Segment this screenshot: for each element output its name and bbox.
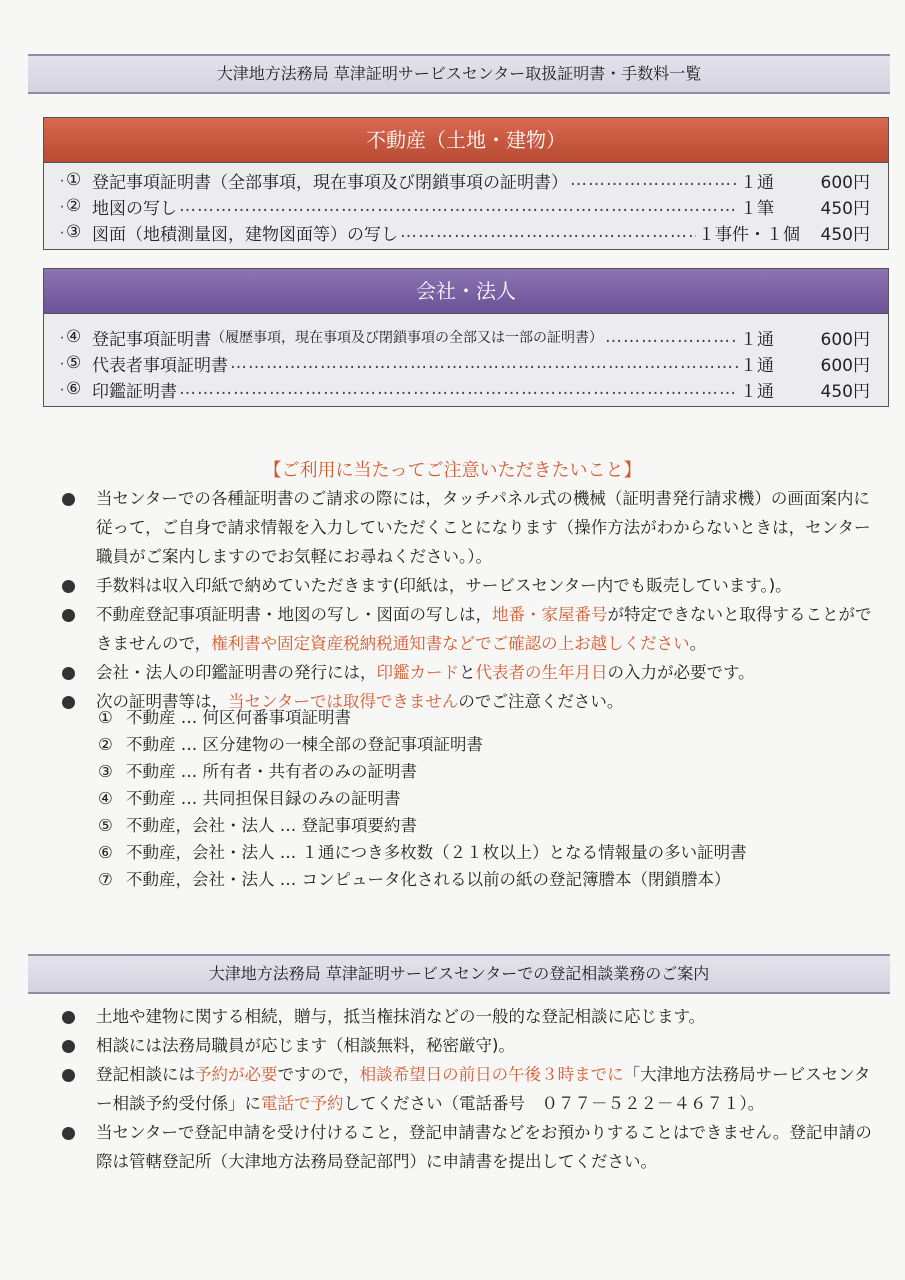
company-section [43, 268, 889, 407]
fee-list-title: 大津地方法務局 草津証明サービスセンター取扱証明書・手数料一覧 [28, 54, 890, 94]
unavailable-list [98, 704, 747, 893]
list-item: ② 不動産 … 区分建物の一棟全部の登記事項証明書 [98, 735, 483, 754]
real-estate-section [43, 117, 889, 250]
consult-item: 相談には法務局職員が応じます（相談無料，秘密厳守)。 [62, 1031, 882, 1060]
bullet-icon [62, 609, 75, 622]
notice-item: 手数料は収入印紙で納めていただきます(印紙は，サービスセンター内でも販売しています。)。 [62, 571, 882, 600]
fee-row: ・ ① 登記事項証明書（全部事項，現在事項及び閉鎖事項の証明書） …………………………………………………………………………………………………… １通 600円 [56, 167, 870, 193]
consult-item: 登記相談には予約が必要ですので，相談希望日の前日の午後３時までに「大津地方法務局サービスセンター相談予約受付係」に電話で予約してください（電話番号 ０７７－５２２－４６７１）。 [62, 1060, 882, 1118]
consult-title: 大津地方法務局 草津証明サービスセンターでの登記相談業務のご案内 [28, 954, 890, 994]
bullet-icon [62, 696, 75, 709]
notice-item: 会社・法人の印鑑証明書の発行には，印鑑カードと代表者の生年月日の入力が必要です。 [62, 658, 882, 687]
list-item: ⑤ 不動産，会社・法人 … 登記事項要約書 [98, 816, 417, 835]
consult-item: 土地や建物に関する相続，贈与，抵当権抹消などの一般的な登記相談に応じます。 [62, 1002, 882, 1031]
notice-list [62, 484, 882, 716]
list-item: ③ 不動産 … 所有者・共有者のみの証明書 [98, 762, 417, 781]
notice-item: 当センターでの各種証明書のご請求の際には，タッチパネル式の機械（証明書発行請求機）の画面案内に従って，ご自身で請求情報を入力していただくことになります（操作方法がわからないときは，センター職員がご案内しますのでお気軽にお尋ねください。）。 [62, 484, 882, 571]
bullet-icon [62, 493, 75, 506]
fee-row: ・ ③ 図面（地積測量図，建物図面等）の写し …………………………………………………………………………………………………… １事件・１個 450円 [56, 219, 870, 245]
bullet-icon [62, 1011, 75, 1024]
company-heading: 会社・法人 [44, 269, 888, 314]
bullet-icon [62, 580, 75, 593]
notice-item: 不動産登記事項証明書・地図の写し・図面の写しは，地番・家屋番号が特定できないと取得することができませんので，権利書や固定資産税納税通知書などでご確認の上お越しください。 [62, 600, 882, 658]
list-item: ① 不動産 … 何区何番事項証明書 [98, 708, 351, 727]
fee-row: ・ ② 地図の写し …………………………………………………………………………………………………… １筆 450円 [56, 193, 870, 219]
list-item: ⑥ 不動産，会社・法人 … １通につき多枚数（２１枚以上）となる情報量の多い証明書 [98, 843, 747, 862]
consult-item: 当センターで登記申請を受け付けること，登記申請書などをお預かりすることはできません。登記申請の際は管轄登記所（大津地方法務局登記部門）に申請書を提出してください。 [62, 1118, 882, 1176]
bullet-icon [62, 1069, 75, 1082]
bullet-icon [62, 1127, 75, 1140]
bullet-icon [62, 667, 75, 680]
notice-item: 次の証明書等は，当センターでは取得できませんのでご注意ください。 [62, 687, 882, 716]
consult-list [62, 1002, 882, 1176]
real-estate-heading: 不動産（土地・建物） [44, 118, 888, 163]
fee-row: ・ ④ 登記事項証明書 （履歴事項，現在事項及び閉鎖事項の全部又は一部の証明書） …………………………………………………………………………………………………… １通 600円 [56, 324, 870, 350]
fee-row: ・ ⑥ 印鑑証明書 …………………………………………………………………………………………………… １通 450円 [56, 376, 870, 402]
list-item: ⑦ 不動産，会社・法人 … コンピュータ化される以前の紙の登記簿謄本（閉鎖謄本） [98, 870, 731, 889]
list-item: ④ 不動産 … 共同担保目録のみの証明書 [98, 789, 401, 808]
notice-heading: 【ご利用に当たってご注意いただきたいこと】 [263, 460, 642, 481]
fee-row: ・ ⑤ 代表者事項証明書 …………………………………………………………………………………………………… １通 600円 [56, 350, 870, 376]
bullet-icon [62, 1040, 75, 1053]
